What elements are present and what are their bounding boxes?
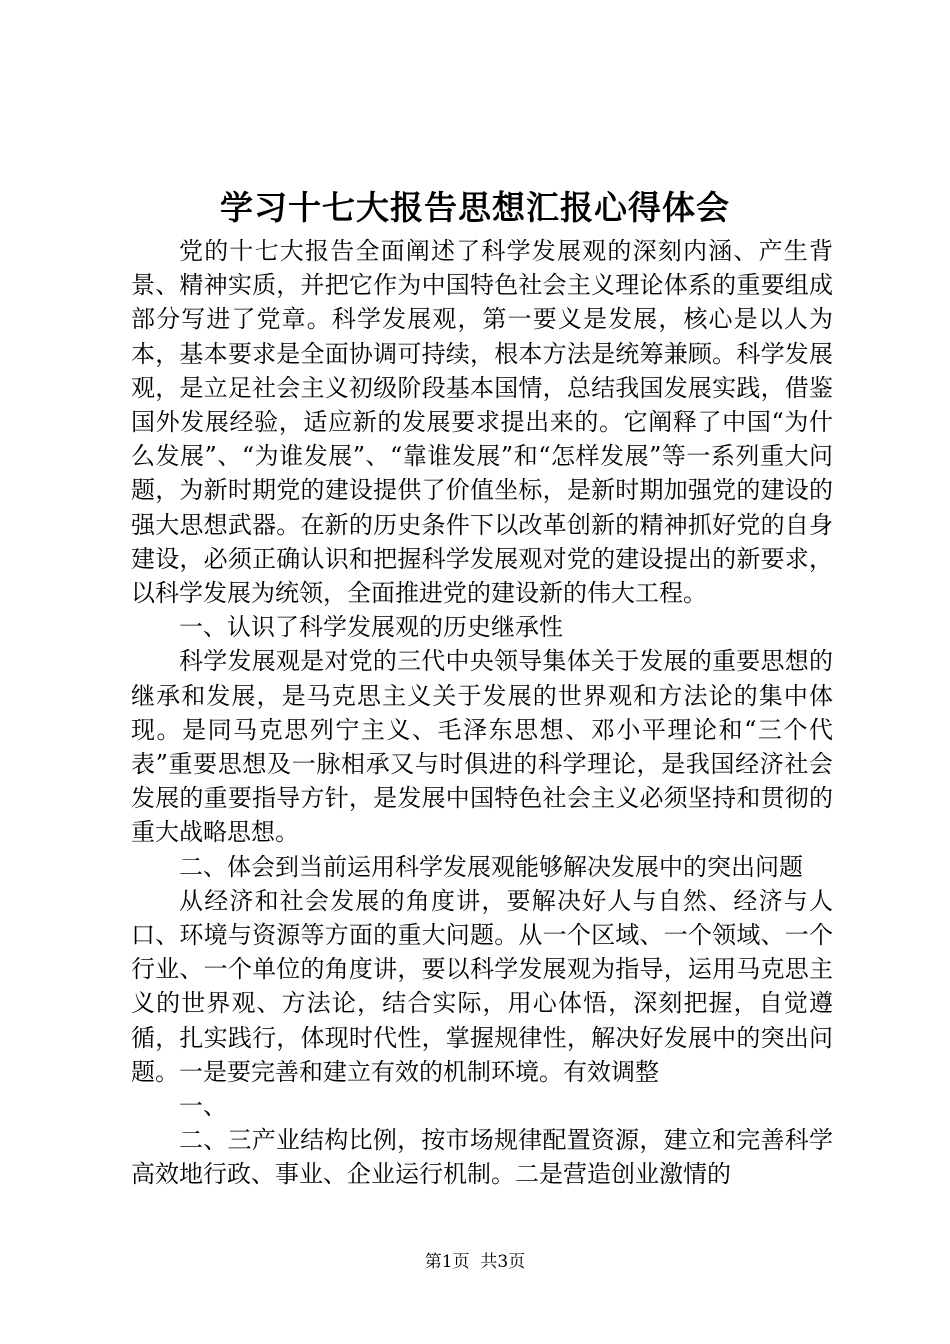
paragraph-intro: 党的十七大报告全面阐述了科学发展观的深刻内涵、产生背景、精神实质，并把它作为中国特色社会主义理论体系的重要组成部分写进了党章。科学发展观，第一要义是发展，核心是以人为本，基本要求是全面协调可持续，根本方法是统筹兼顾。科学发展观，是立足社会主义初级阶段基本国情，总结我国发展实践，借鉴国外发展经验，适应新的发展要求提出来的。它阐释了中国“为什么发展”、“为谁发展”、“靠谁发展”和“怎样发展”等一系列重大问题，为新时期党的建设提供了价值坐标，是新时期加强党的建设的强大思想武器。在新的历史条件下以改革创新的精神抓好党的自身建设，必须正确认识和把握科学发展观对党的建设提出的新要求，以科学发展为统领，全面推进党的建设新的伟大工程。 xyxy=(131,237,833,608)
paragraph-section-2: 从经济和社会发展的角度讲，要解决好人与自然、经济与人口、环境与资源等方面的重大问题。从一个区域、一个领域、一个行业、一个单位的角度讲，要以科学发展观为指导，运用马克思主义的世界观、方法论，结合实际，用心体悟，深刻把握，自觉遵循，扎实践行，体现时代性，掌握规律性，解决好发展中的突出问题。一是要完善和建立有效的机制环境。有效调整 xyxy=(131,886,833,1086)
paragraph-continued: 二、三产业结构比例，按市场规律配置资源，建立和完善科学高效地行政、事业、企业运行机制。二是营造创业激情的 xyxy=(131,1126,833,1189)
page-number: 第1页 xyxy=(424,1252,470,1272)
paragraph-fragment: 一、 xyxy=(179,1092,227,1121)
page-footer xyxy=(0,1250,950,1274)
document-title: 学习十七大报告思想汇报心得体会 xyxy=(220,188,730,227)
section-heading-2: 二、体会到当前运用科学发展观能够解决发展中的突出问题 xyxy=(179,852,803,881)
document-body xyxy=(131,234,833,1192)
page-total: 共3页 xyxy=(480,1252,526,1272)
paragraph-section-1: 科学发展观是对党的三代中央领导集体关于发展的重要思想的继承和发展，是马克思主义关于发展的世界观和方法论的集中体现。是同马克思列宁主义、毛泽东思想、邓小平理论和“三个代表”重要思想及一脉相承又与时俱进的科学理论，是我国经济社会发展的重要指导方针，是发展中国特色社会主义必须坚持和贯彻的重大战略思想。 xyxy=(131,647,833,847)
section-heading-1: 一、认识了科学发展观的历史继承性 xyxy=(179,613,563,642)
